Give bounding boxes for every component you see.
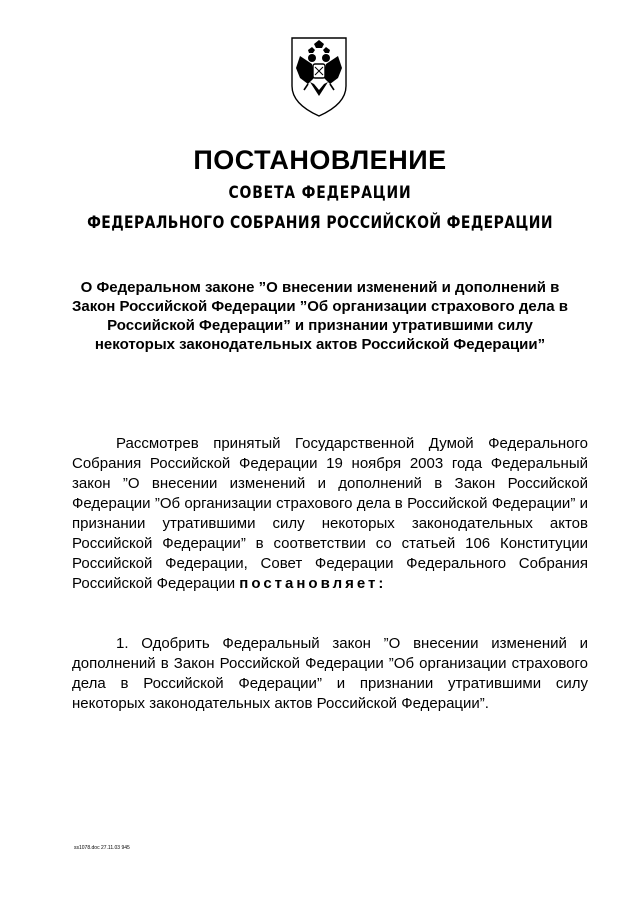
preamble-text: Рассмотрев принятый Государственной Думой Федерального Собрания Российской Федерации 19 ноября 2003 года Федеральный закон ”О внесении изменений и дополнений в Закон Российской Федерации ”Об организации страхового дела в Российской Федерации” и признании утратившими силу некоторых законодательных актов Российской Федерации” в соответствии со статьей 106 Конституции Российской Федерации, Совет Федерации Федерального Собрания Российской Федерации <box>72 435 588 592</box>
issuing-body: СОВЕТА ФЕДЕРАЦИИ <box>228 183 412 203</box>
paragraph-item-1: 1. Одобрить Федеральный закон ”О внесении изменений и дополнений в Закон Российской Федерации ”Об организации страхового дела в Российской Федерации” и признании утратившими силу некоторых законодательных актов Российской Федерации”. <box>72 635 588 712</box>
issuing-body-parent: ФЕДЕРАЛЬНОГО СОБРАНИЯ РОССИЙСКОЙ ФЕДЕРАЦИИ <box>87 213 553 233</box>
decree-word: постановляет: <box>239 575 387 592</box>
document-title: ПОСТАНОВЛЕНИЕ <box>193 145 447 175</box>
resolution-subject: О Федеральном законе ”О внесении изменений и дополнений в Закон Российской Федерации ”Об организации страхового дела в Российской Федерации” и признании утратившими силу некоторых законодательных актов Российской Федерации” <box>72 279 568 353</box>
paragraph-preamble <box>72 434 588 594</box>
coat-of-arms-icon <box>286 34 352 126</box>
file-reference: ss1078.doc 27.11.03 945 <box>74 845 130 851</box>
